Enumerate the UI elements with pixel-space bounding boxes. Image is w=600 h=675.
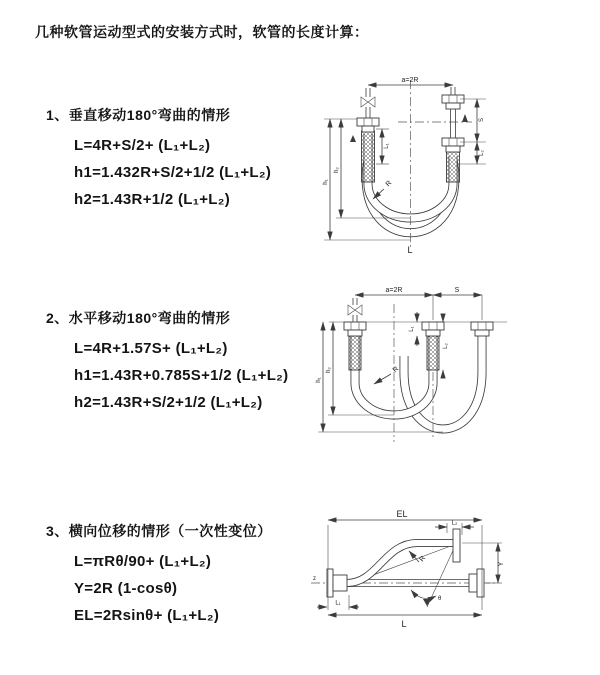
- flange-left: [327, 569, 347, 597]
- formula-list: [74, 132, 271, 213]
- page-title: 几种软管运动型式的安装方式时，软管的长度计算：: [35, 24, 369, 40]
- formula-list: [74, 335, 288, 416]
- dim-label-l2: L₂: [443, 343, 449, 349]
- dim-label-l: L: [401, 619, 407, 629]
- formula-line: h1=1.43R+0.785S+1/2 (L₁+L₂): [74, 367, 289, 384]
- formula-line: EL=2Rsinθ+ (L₁+L₂): [74, 607, 220, 624]
- section-heading: 3、横向位移的情形（一次性变位）: [46, 523, 272, 539]
- braid-middle: [427, 336, 439, 370]
- axis-label-z: z: [313, 576, 316, 582]
- section-horizontal-movement: [46, 308, 288, 416]
- dim-label-l1: L₁: [335, 600, 341, 607]
- dim-label-r: R: [391, 365, 401, 375]
- dim-label-h1: h₁: [316, 377, 322, 383]
- dim-label-s: S: [479, 117, 485, 123]
- dim-label-a2r: a=2R: [401, 77, 419, 84]
- braid-left: [362, 131, 375, 182]
- fitting-right-lower: [442, 138, 464, 152]
- valve-icon: [361, 88, 375, 118]
- diagram-lateral-offset: [305, 503, 600, 648]
- movement-arrow-left: [350, 135, 356, 142]
- section-heading: 2、水平移动180°弯曲的情形: [46, 310, 231, 326]
- dim-label-el: EL: [396, 509, 408, 519]
- dim-label-l2: L₂: [479, 150, 485, 156]
- dim-label-r: R: [418, 554, 428, 564]
- fitting-right-upper: [442, 87, 464, 109]
- dim-label-h2: h₂: [326, 367, 332, 373]
- formula-line: L=4R+1.57S+ (L₁+L₂): [74, 340, 228, 357]
- section-lateral-offset: [46, 521, 272, 629]
- dim-label-l2: L₂: [451, 520, 458, 527]
- formula-line: h2=1.43R+S/2+1/2 (L₁+L₂): [74, 394, 263, 411]
- dim-label-l: L: [407, 245, 413, 255]
- braid-left: [349, 336, 361, 370]
- section-heading: 1、垂直移动180°弯曲的情形: [46, 107, 231, 123]
- flange-top-right: [453, 529, 460, 562]
- fitting-right-phantom: [471, 322, 493, 336]
- valve-icon: [348, 298, 362, 322]
- dim-label-l1: L₁: [409, 326, 415, 332]
- formula-line: L=4R+S/2+ (L₁+L₂): [74, 137, 211, 154]
- dim-label-a2r: a=2R: [385, 287, 403, 294]
- formula-line: h1=1.432R+S/2+1/2 (L₁+L₂): [74, 164, 272, 181]
- movement-arrow-right: [462, 114, 468, 122]
- dim-label-y: Y: [498, 561, 505, 567]
- fitting-left: [357, 118, 379, 132]
- fitting-left: [344, 322, 366, 336]
- dim-label-l1: L₁: [384, 143, 390, 149]
- formula-line: Y=2R (1-cosθ): [74, 580, 178, 597]
- diagram-horizontal-u-bend: [315, 282, 600, 452]
- diagram-vertical-u-bend: [310, 72, 595, 257]
- braid-right: [447, 152, 460, 182]
- dim-label-h2: h₂: [334, 167, 340, 173]
- section-vertical-movement: [46, 105, 271, 213]
- dim-label-r: R: [384, 179, 394, 189]
- hose-position-shifted: [404, 336, 482, 429]
- formula-list: [74, 548, 272, 629]
- dim-label-s: S: [454, 287, 460, 294]
- formula-line: L=πRθ/90+ (L₁+L₂): [74, 553, 212, 570]
- fitting-middle: [422, 322, 444, 336]
- dim-label-h1: h₁: [323, 179, 329, 185]
- s-curve-hose: [347, 543, 453, 583]
- angle-label-theta: θ: [438, 596, 442, 602]
- formula-line: h2=1.43R+1/2 (L₁+L₂): [74, 191, 231, 208]
